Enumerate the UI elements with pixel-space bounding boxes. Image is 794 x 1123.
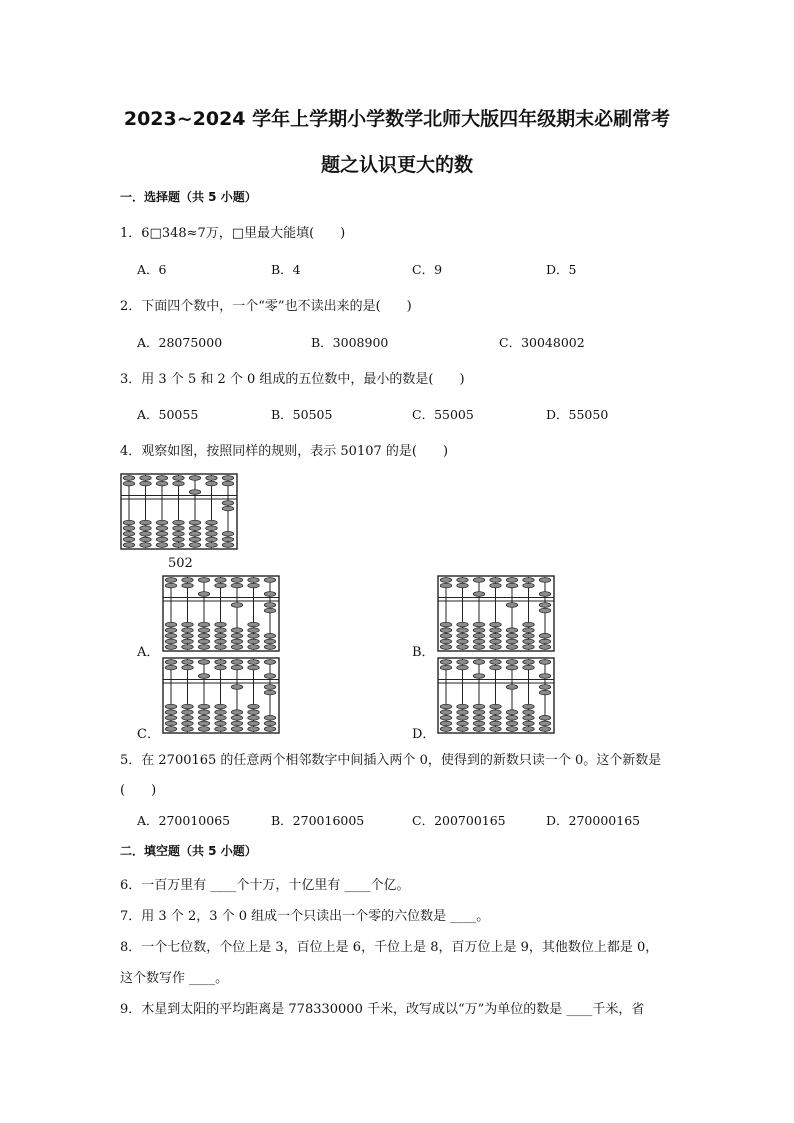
abacus-bead-upper: [506, 660, 518, 665]
abacus-bead-lower: [156, 543, 168, 548]
abacus-bead-lower: [523, 710, 535, 715]
abacus-bead-lower: [215, 716, 227, 721]
abacus-bead-lower: [264, 690, 276, 695]
abacus-bead-lower: [222, 543, 234, 548]
abacus-bead-lower: [198, 634, 210, 639]
abacus-bead-lower: [189, 537, 201, 542]
abacus-bead-lower: [215, 704, 227, 709]
abacus-bead-lower: [490, 634, 502, 639]
abacus-bead-lower: [523, 716, 535, 721]
abacus-bead-upper: [457, 583, 469, 588]
abacus-bead-lower: [198, 710, 210, 715]
abacus-bead-lower: [457, 639, 469, 644]
abacus-option-a[interactable]: [162, 575, 280, 652]
abacus-bead-lower: [473, 710, 485, 715]
abacus-bead-lower: [248, 721, 260, 726]
abacus-bead-lower: [248, 727, 260, 732]
abacus-bead-upper: [440, 660, 452, 665]
abacus-bead-upper: [490, 660, 502, 665]
abacus-bead-lower: [440, 710, 452, 715]
abacus-bead-lower: [231, 628, 243, 633]
abacus-bead-lower: [140, 543, 152, 548]
abacus-bead-upper: [264, 592, 276, 597]
q1-option-b[interactable]: B．4: [271, 262, 301, 277]
abacus-bead-lower: [123, 532, 135, 537]
q1-option-a[interactable]: A．6: [137, 262, 167, 277]
abacus-bead-lower: [506, 628, 518, 633]
abacus-bead-lower: [165, 710, 177, 715]
abacus-bead-lower: [248, 704, 260, 709]
abacus-bead-lower: [231, 721, 243, 726]
abacus-bead-lower: [506, 634, 518, 639]
abacus-bead-lower: [123, 537, 135, 542]
abacus-bead-lower: [539, 645, 551, 650]
abacus-bead-lower: [264, 639, 276, 644]
abacus-bead-lower: [490, 716, 502, 721]
abacus-bead-upper: [123, 476, 135, 481]
abacus-bead-lower: [215, 622, 227, 627]
abacus-bead-lower: [206, 537, 218, 542]
abacus-bead-upper: [198, 674, 210, 679]
abacus-bead-upper: [248, 578, 260, 583]
abacus-option-d[interactable]: [437, 657, 555, 734]
abacus-bead-upper: [440, 665, 452, 670]
q4-option-c-label[interactable]: C．: [137, 727, 160, 742]
abacus-bead-upper: [231, 578, 243, 583]
abacus-bead-lower: [165, 622, 177, 627]
abacus-bead-lower: [248, 628, 260, 633]
abacus-bead-lower: [189, 526, 201, 531]
q5-option-a[interactable]: A．270010065: [137, 813, 231, 828]
abacus-bead-lower: [473, 716, 485, 721]
abacus-bead-upper: [165, 583, 177, 588]
abacus-bead-lower: [156, 526, 168, 531]
abacus-bead-lower: [490, 645, 502, 650]
abacus-bead-lower: [215, 727, 227, 732]
abacus-bead-lower: [182, 634, 194, 639]
q5-option-d[interactable]: D．270000165: [546, 813, 641, 828]
abacus-bead-lower: [473, 721, 485, 726]
abacus-bead-lower: [523, 639, 535, 644]
abacus-bead-upper: [182, 660, 194, 665]
abacus-bead-lower: [440, 634, 452, 639]
abacus-bead-lower: [440, 704, 452, 709]
abacus-bead-upper: [539, 592, 551, 597]
question-2-stem: 2．下面四个数中，一个“零”也不读出来的是( ): [120, 299, 412, 314]
abacus-bead-lower: [473, 704, 485, 709]
abacus-bead-upper: [506, 665, 518, 670]
abacus-bead-upper: [231, 665, 243, 670]
abacus-bead-lower: [264, 721, 276, 726]
abacus-bead-lower: [539, 634, 551, 639]
abacus-bead-lower: [165, 645, 177, 650]
question-5-stem: 5．在 2700165 的任意两个相邻数字中间插入两个 0，使得到的新数只读一个 0。这个新数是: [120, 753, 662, 768]
abacus-bead-upper: [156, 481, 168, 486]
abacus-bead-lower: [473, 622, 485, 627]
abacus-bead-lower: [506, 716, 518, 721]
abacus-bead-lower: [156, 532, 168, 537]
abacus-bead-upper: [173, 476, 185, 481]
abacus-bead-upper: [222, 476, 234, 481]
abacus-bead-lower: [264, 603, 276, 608]
question-1-stem: 1．6□348≈7万，□里最大能填( ): [120, 226, 346, 241]
abacus-bead-lower: [539, 608, 551, 613]
abacus-bead-lower: [523, 645, 535, 650]
q2-option-c[interactable]: C．30048002: [499, 335, 585, 350]
abacus-bead-upper: [539, 578, 551, 583]
abacus-bead-lower: [264, 608, 276, 613]
abacus-bead-lower: [539, 727, 551, 732]
abacus-bead-lower: [198, 622, 210, 627]
abacus-bead-lower: [490, 704, 502, 709]
question-9: 9．木星到太阳的平均距离是 778330000 千米，改写成以“万”为单位的数是 ____千米，省: [120, 1002, 645, 1017]
q2-option-b[interactable]: B．3008900: [311, 335, 389, 350]
abacus-bead-lower: [231, 710, 243, 715]
abacus-bead-upper: [173, 481, 185, 486]
abacus-bead-upper: [182, 578, 194, 583]
abacus-bead-upper: [264, 578, 276, 583]
abacus-bead-upper: [539, 660, 551, 665]
abacus-bead-lower: [231, 716, 243, 721]
abacus-bead-lower: [523, 721, 535, 726]
abacus-bead-lower: [264, 685, 276, 690]
abacus-bead-upper: [506, 583, 518, 588]
abacus-bead-upper: [198, 578, 210, 583]
abacus-bead-lower: [189, 532, 201, 537]
abacus-bead-lower: [457, 704, 469, 709]
abacus-bead-lower: [198, 628, 210, 633]
abacus-bead-upper: [264, 674, 276, 679]
abacus-bead-lower: [156, 537, 168, 542]
abacus-bead-lower: [457, 628, 469, 633]
abacus-bead-lower: [198, 704, 210, 709]
abacus-bead-lower: [506, 685, 518, 690]
abacus-bead-lower: [506, 639, 518, 644]
abacus-bead-lower: [165, 704, 177, 709]
abacus-bead-lower: [539, 685, 551, 690]
abacus-bead-lower: [248, 622, 260, 627]
abacus-bead-lower: [457, 634, 469, 639]
abacus-option-c[interactable]: [162, 657, 280, 734]
abacus-bead-lower: [165, 639, 177, 644]
abacus-bead-upper: [440, 578, 452, 583]
abacus-bead-lower: [182, 721, 194, 726]
abacus-bead-upper: [198, 592, 210, 597]
abacus-bead-lower: [222, 537, 234, 542]
abacus-bead-lower: [156, 520, 168, 525]
q3-option-d[interactable]: D．55050: [546, 407, 609, 422]
abacus-bead-upper: [264, 660, 276, 665]
abacus-bead-upper: [248, 583, 260, 588]
abacus-bead-lower: [506, 727, 518, 732]
abacus-bead-upper: [473, 592, 485, 597]
abacus-bead-upper: [222, 481, 234, 486]
abacus-bead-upper: [140, 476, 152, 481]
q2-option-a[interactable]: A．28075000: [137, 335, 223, 350]
abacus-bead-upper: [473, 674, 485, 679]
abacus-bead-lower: [222, 501, 234, 506]
abacus-bead-lower: [173, 543, 185, 548]
abacus-bead-lower: [215, 645, 227, 650]
abacus-bead-lower: [198, 716, 210, 721]
question-6: 6．一百万里有 ____个十万，十亿里有 ____个亿。: [120, 878, 410, 893]
abacus-bead-lower: [457, 727, 469, 732]
abacus-bead-upper: [440, 583, 452, 588]
abacus-bead-upper: [539, 674, 551, 679]
abacus-bead-upper: [231, 583, 243, 588]
abacus-bead-lower: [140, 532, 152, 537]
abacus-bead-lower: [473, 727, 485, 732]
abacus-bead-upper: [215, 665, 227, 670]
abacus-bead-lower: [206, 520, 218, 525]
abacus-bead-lower: [165, 721, 177, 726]
abacus-bead-lower: [440, 727, 452, 732]
abacus-bead-lower: [440, 721, 452, 726]
abacus-bead-lower: [523, 634, 535, 639]
abacus-bead-upper: [123, 481, 135, 486]
section-heading-fill: 二．填空题（共 5 小题）: [120, 844, 257, 858]
abacus-bead-lower: [182, 704, 194, 709]
abacus-bead-lower: [173, 532, 185, 537]
abacus-bead-upper: [523, 578, 535, 583]
abacus-bead-lower: [457, 622, 469, 627]
abacus-bead-lower: [123, 526, 135, 531]
abacus-bead-lower: [206, 532, 218, 537]
question-8-cont: 这个数写作 ____。: [120, 971, 229, 986]
abacus-bead-lower: [539, 721, 551, 726]
q1-option-d[interactable]: D．5: [546, 262, 577, 277]
abacus-bead-lower: [222, 532, 234, 537]
abacus-bead-upper: [156, 476, 168, 481]
abacus-bead-lower: [189, 520, 201, 525]
abacus-bead-upper: [206, 481, 218, 486]
abacus-bead-lower: [457, 721, 469, 726]
abacus-bead-lower: [182, 622, 194, 627]
abacus-bead-lower: [539, 690, 551, 695]
abacus-bead-upper: [473, 660, 485, 665]
abacus-bead-lower: [457, 645, 469, 650]
question-3-stem: 3．用 3 个 5 和 2 个 0 组成的五位数中，最小的数是( ): [120, 372, 465, 387]
abacus-bead-lower: [264, 716, 276, 721]
abacus-bead-lower: [222, 506, 234, 511]
abacus-bead-lower: [506, 645, 518, 650]
abacus-bead-upper: [490, 578, 502, 583]
q4-option-a-label[interactable]: A．: [137, 645, 160, 660]
abacus-bead-lower: [231, 727, 243, 732]
abacus-bead-lower: [215, 721, 227, 726]
q4-option-b-label[interactable]: B．: [412, 645, 435, 660]
abacus-bead-lower: [215, 634, 227, 639]
abacus-bead-lower: [490, 639, 502, 644]
abacus-bead-lower: [173, 526, 185, 531]
abacus-bead-lower: [182, 710, 194, 715]
abacus-bead-lower: [231, 634, 243, 639]
abacus-bead-lower: [523, 628, 535, 633]
abacus-bead-lower: [182, 628, 194, 633]
question-7: 7．用 3 个 2，3 个 0 组成一个只读出一个零的六位数是 ____。: [120, 909, 490, 924]
abacus-bead-lower: [248, 634, 260, 639]
abacus-bead-lower: [523, 704, 535, 709]
abacus-example-caption: 502: [168, 556, 193, 571]
abacus-bead-upper: [215, 578, 227, 583]
abacus-bead-lower: [539, 603, 551, 608]
abacus-bead-lower: [206, 526, 218, 531]
abacus-bead-lower: [506, 710, 518, 715]
abacus-bead-lower: [248, 716, 260, 721]
abacus-bead-lower: [457, 710, 469, 715]
abacus-bead-upper: [231, 660, 243, 665]
abacus-bead-upper: [206, 476, 218, 481]
abacus-bead-upper: [523, 665, 535, 670]
abacus-bead-lower: [198, 639, 210, 644]
abacus-bead-lower: [182, 645, 194, 650]
abacus-bead-upper: [189, 476, 201, 481]
abacus-bead-upper: [457, 665, 469, 670]
q1-option-c[interactable]: C．9: [412, 262, 443, 277]
abacus-bead-lower: [490, 710, 502, 715]
abacus-bead-lower: [248, 639, 260, 644]
abacus-bead-lower: [231, 603, 243, 608]
abacus-bead-upper: [457, 660, 469, 665]
abacus-bead-lower: [539, 716, 551, 721]
abacus-bead-lower: [457, 716, 469, 721]
question-8: 8．一个七位数，个位上是 3，百位上是 6，千位上是 8，百万位上是 9，其他数位上都是 0，: [120, 940, 659, 955]
abacus-bead-upper: [215, 660, 227, 665]
abacus-bead-lower: [165, 634, 177, 639]
abacus-bead-upper: [140, 481, 152, 486]
question-4-stem: 4．观察如图，按照同样的规则，表示 50107 的是( ): [120, 444, 449, 459]
abacus-bead-upper: [165, 660, 177, 665]
abacus-bead-lower: [473, 639, 485, 644]
abacus-bead-lower: [473, 628, 485, 633]
q3-option-a[interactable]: A．50055: [137, 407, 199, 422]
abacus-bead-lower: [248, 645, 260, 650]
abacus-bead-upper: [490, 665, 502, 670]
abacus-bead-lower: [264, 727, 276, 732]
abacus-example: [120, 473, 238, 550]
abacus-bead-upper: [523, 583, 535, 588]
abacus-bead-lower: [173, 520, 185, 525]
abacus-bead-lower: [215, 628, 227, 633]
abacus-bead-upper: [165, 665, 177, 670]
q5-option-b[interactable]: B．270016005: [271, 813, 365, 828]
abacus-bead-upper: [473, 578, 485, 583]
abacus-bead-lower: [182, 716, 194, 721]
abacus-bead-upper: [198, 660, 210, 665]
abacus-bead-lower: [490, 628, 502, 633]
q4-option-d-label[interactable]: D．: [412, 727, 436, 742]
abacus-bead-upper: [457, 578, 469, 583]
abacus-bead-upper: [248, 665, 260, 670]
abacus-bead-lower: [490, 727, 502, 732]
abacus-bead-lower: [215, 639, 227, 644]
abacus-bead-lower: [506, 721, 518, 726]
abacus-bead-lower: [165, 727, 177, 732]
abacus-bead-upper: [248, 660, 260, 665]
q5-option-c[interactable]: C．200700165: [412, 813, 506, 828]
abacus-bead-lower: [189, 543, 201, 548]
abacus-bead-lower: [264, 634, 276, 639]
abacus-bead-lower: [523, 727, 535, 732]
abacus-bead-lower: [140, 537, 152, 542]
abacus-bead-lower: [506, 603, 518, 608]
abacus-bead-upper: [165, 578, 177, 583]
abacus-bead-lower: [182, 727, 194, 732]
abacus-bead-lower: [198, 721, 210, 726]
abacus-bead-upper: [182, 583, 194, 588]
abacus-bead-lower: [440, 716, 452, 721]
abacus-bead-lower: [173, 537, 185, 542]
q3-option-c[interactable]: C．55005: [412, 407, 474, 422]
abacus-bead-lower: [231, 685, 243, 690]
abacus-bead-lower: [473, 645, 485, 650]
question-5-stem-cont: ( ): [120, 783, 157, 798]
abacus-bead-lower: [140, 520, 152, 525]
abacus-bead-lower: [440, 628, 452, 633]
abacus-bead-lower: [523, 622, 535, 627]
abacus-bead-lower: [440, 645, 452, 650]
abacus-bead-lower: [215, 710, 227, 715]
abacus-bead-lower: [123, 520, 135, 525]
abacus-bead-lower: [473, 634, 485, 639]
abacus-bead-lower: [198, 727, 210, 732]
abacus-bead-lower: [264, 645, 276, 650]
abacus-bead-lower: [539, 639, 551, 644]
abacus-bead-lower: [440, 639, 452, 644]
abacus-bead-lower: [182, 639, 194, 644]
abacus-bead-lower: [165, 628, 177, 633]
page-title-line2: 题之认识更大的数: [320, 154, 473, 176]
abacus-bead-lower: [198, 645, 210, 650]
section-heading-choice: 一．选择题（共 5 小题）: [120, 190, 257, 204]
abacus-bead-lower: [440, 622, 452, 627]
q3-option-b[interactable]: B．50505: [271, 407, 333, 422]
abacus-bead-upper: [215, 583, 227, 588]
abacus-bead-upper: [490, 583, 502, 588]
abacus-bead-upper: [182, 665, 194, 670]
abacus-bead-lower: [248, 710, 260, 715]
abacus-bead-lower: [231, 639, 243, 644]
abacus-bead-lower: [490, 721, 502, 726]
abacus-bead-lower: [206, 543, 218, 548]
abacus-bead-lower: [231, 645, 243, 650]
abacus-bead-lower: [165, 716, 177, 721]
abacus-option-b[interactable]: [437, 575, 555, 652]
abacus-bead-lower: [140, 526, 152, 531]
abacus-bead-upper: [506, 578, 518, 583]
abacus-bead-lower: [123, 543, 135, 548]
abacus-bead-upper: [189, 490, 201, 495]
abacus-bead-lower: [490, 622, 502, 627]
abacus-bead-upper: [523, 660, 535, 665]
page-title-line1: 2023~2024 学年上学期小学数学北师大版四年级期末必刷常考: [123, 108, 671, 130]
